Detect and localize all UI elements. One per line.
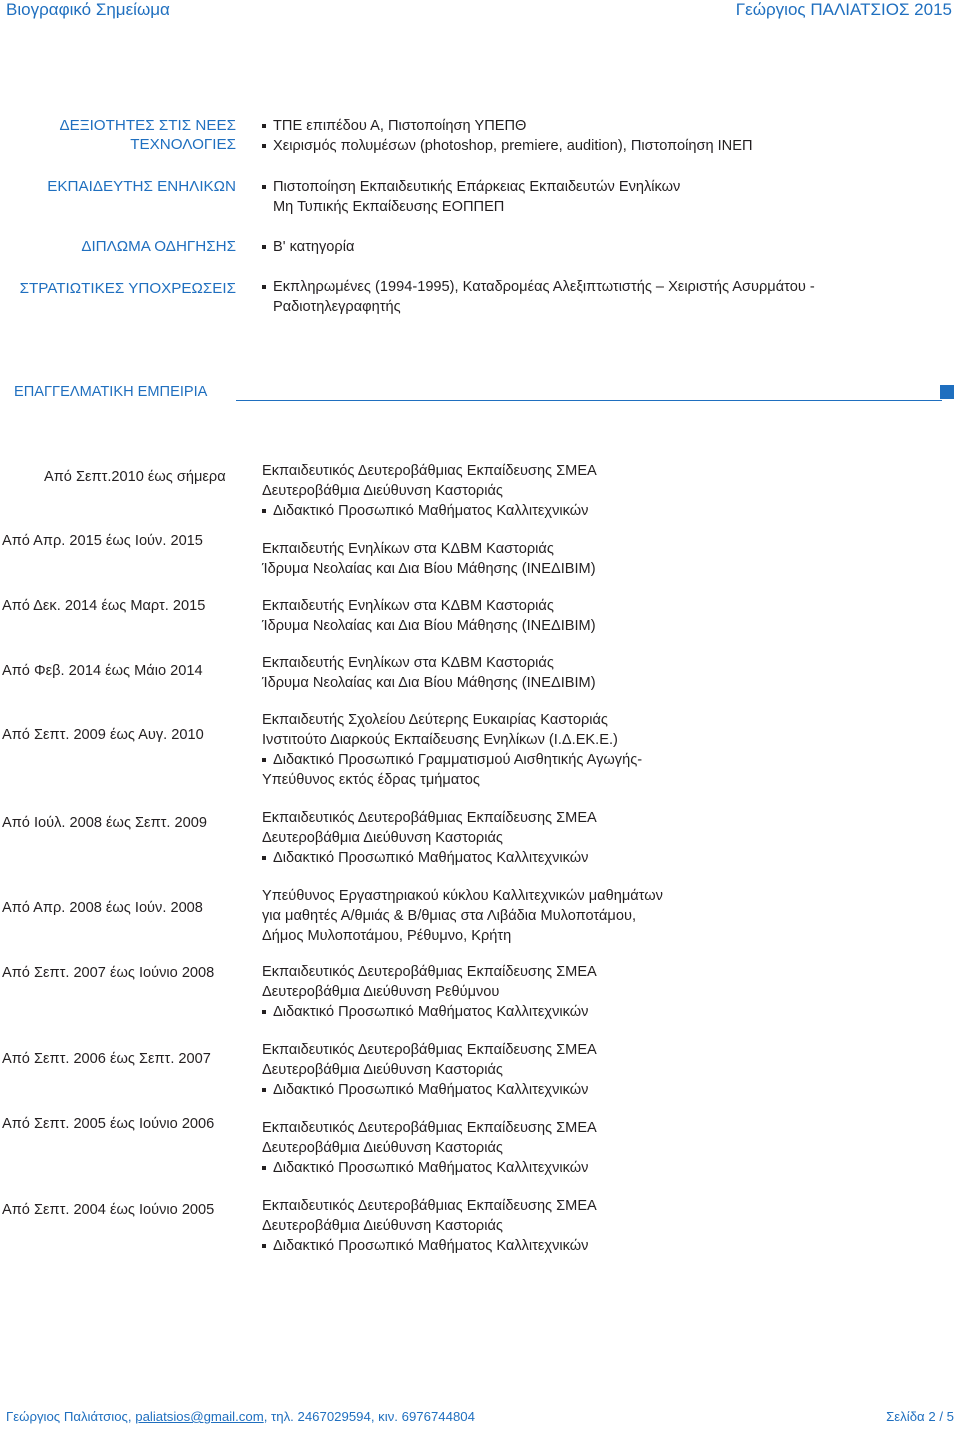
bullet-icon: [262, 185, 266, 189]
list-item: Διδακτικό Προσωπικό Μαθήματος Καλλιτεχνικών: [262, 501, 597, 521]
experience-date: Από Σεπτ. 2005 έως Ιούνιο 2006: [2, 1116, 215, 1132]
footer-name: Γεώργιος Παλιάτσιος,: [6, 1409, 132, 1424]
footer-contact: [6, 1409, 475, 1424]
page-number: Σελίδα 2 / 5: [886, 1409, 954, 1424]
experience-details: [262, 1040, 597, 1100]
experience-date: Από Σεπτ. 2006 έως Σεπτ. 2007: [2, 1051, 211, 1067]
skill-items-driving-license: [262, 237, 354, 257]
detail-line: Δευτεροβάθμια Διεύθυνση Καστοριάς: [262, 830, 503, 846]
experience-details: [262, 1118, 597, 1178]
list-item: Διδακτικό Προσωπικό Μαθήματος Καλλιτεχνικών: [262, 1236, 597, 1256]
bullet-icon: [262, 124, 266, 128]
section-marker-icon: [940, 385, 954, 399]
list-item: Διδακτικό Προσωπικό Μαθήματος Καλλιτεχνικών: [262, 848, 597, 868]
experience-date: Από Σεπτ. 2007 έως Ιούνιο 2008: [2, 965, 215, 981]
bullet-icon: [262, 144, 266, 148]
detail-line: για μαθητές Α/θμιάς & Β/θμιας στα Λιβάδια Μυλοποτάμου,: [262, 908, 636, 924]
detail-line: Ινστιτούτο Διαρκούς Εκπαίδευσης Ενηλίκων (Ι.Δ.ΕΚ.Ε.): [262, 732, 618, 748]
detail-line: Δήμος Μυλοποτάμου, Ρέθυμνο, Κρήτη: [262, 928, 512, 944]
detail-line: Εκπαιδευτικός Δευτεροβάθμιας Εκπαίδευσης ΣΜΕΑ: [262, 1042, 597, 1058]
bullet-icon: [262, 1244, 266, 1248]
experience-details: [262, 1196, 597, 1256]
skill-items-adult-educator: Πιστοποίηση Εκπαιδευτικής Επάρκειας Εκπαιδευτών Ενηλίκων Μη Τυπικής Εκπαίδευσης ΕΟΠΠΕΠ: [262, 177, 680, 217]
bullet-icon: [262, 1166, 266, 1170]
detail-line: Δευτεροβάθμια Διεύθυνση Καστοριάς: [262, 1218, 503, 1234]
detail-line: Εκπαιδευτικός Δευτεροβάθμιας Εκπαίδευσης ΣΜΕΑ: [262, 964, 597, 980]
experience-date: Από Δεκ. 2014 έως Μαρτ. 2015: [2, 598, 206, 614]
detail-line: Εκπαιδευτικός Δευτεροβάθμιας Εκπαίδευσης ΣΜΕΑ: [262, 1198, 597, 1214]
experience-details: [262, 808, 597, 868]
bullet-icon: [262, 509, 266, 513]
experience-details: [262, 886, 663, 946]
skill-items-military: Εκπληρωμένες (1994-1995), Καταδρομέας Αλεξιπτωτιστής – Χειριστής Ασυρμάτου - Ραδιοτηλεγραφητής: [262, 277, 815, 317]
bullet-icon: [262, 758, 266, 762]
page-header: [0, 0, 960, 24]
bullet-icon: [262, 285, 266, 289]
detail-line: Εκπαιδευτής Ενηλίκων στα ΚΔΒΜ Καστοριάς: [262, 655, 554, 671]
email-link[interactable]: paliatsios@gmail.com: [135, 1409, 264, 1424]
experience-date: Από Φεβ. 2014 έως Μάιο 2014: [2, 663, 203, 679]
bullet-icon: [262, 245, 266, 249]
section-divider: [236, 400, 942, 401]
detail-line: Εκπαιδευτικός Δευτεροβάθμιας Εκπαίδευσης ΣΜΕΑ: [262, 1120, 597, 1136]
detail-line: Ίδρυμα Νεολαίας και Δια Βίου Μάθησης (ΙΝΕΔΙΒΙΜ): [262, 618, 596, 634]
skill-label-driving-license: ΔΙΠΛΩΜΑ ΟΔΗΓΗΣΗΣ: [81, 238, 236, 255]
bullet-icon: [262, 1088, 266, 1092]
list-item: Διδακτικό Προσωπικό Μαθήματος Καλλιτεχνικών: [262, 1158, 597, 1178]
list-item: ΤΠΕ επιπέδου Α, Πιστοποίηση ΥΠΕΠΘ: [262, 116, 753, 136]
experience-details: [262, 461, 597, 521]
experience-date: Από Σεπτ. 2004 έως Ιούνιο 2005: [2, 1202, 215, 1218]
detail-line: Δευτεροβάθμια Διεύθυνση Καστοριάς: [262, 1140, 503, 1156]
detail-line: Ίδρυμα Νεολαίας και Δια Βίου Μάθησης (ΙΝΕΔΙΒΙΜ): [262, 675, 596, 691]
skill-items-new-technologies: [262, 116, 753, 156]
detail-line: Δευτεροβάθμια Διεύθυνση Καστοριάς: [262, 1062, 503, 1078]
experience-section-title: ΕΠΑΓΓΕΛΜΑΤΙΚΗ ΕΜΠΕΙΡΙΑ: [14, 384, 208, 400]
list-item: Πιστοποίηση Εκπαιδευτικής Επάρκειας Εκπαιδευτών Ενηλίκων: [262, 177, 680, 197]
detail-line: Υπεύθυνος Εργαστηριακού κύκλου Καλλιτεχνικών μαθημάτων: [262, 888, 663, 904]
skill-label-new-technologies: ΔΕΞΙΟΤΗΤΕΣ ΣΤΙΣ ΝΕΕΣ ΤΕΧΝΟΛΟΓΙΕΣ: [59, 117, 236, 153]
author-year: Γεώργιος ΠΑΛΙΑΤΣΙΟΣ 2015: [735, 0, 952, 19]
bullet-icon: [262, 856, 266, 860]
footer-phones: , τηλ. 2467029594, κιν. 6976744804: [263, 1409, 475, 1424]
list-item: Διδακτικό Προσωπικό Μαθήματος Καλλιτεχνικών: [262, 1002, 597, 1022]
detail-line: Δευτεροβάθμια Διεύθυνση Ρεθύμνου: [262, 984, 500, 1000]
skill-label-military: ΣΤΡΑΤΙΩΤΙΚΕΣ ΥΠΟΧΡΕΩΣΕΙΣ: [19, 280, 236, 297]
detail-line: Υπεύθυνος εκτός έδρας τμήματος: [262, 772, 480, 788]
list-item: Χειρισμός πολυμέσων (photoshop, premiere, audition), Πιστοποίηση ΙΝΕΠ: [262, 136, 753, 156]
experience-date: Από Απρ. 2008 έως Ιούν. 2008: [2, 900, 203, 916]
detail-line: Εκπαιδευτικός Δευτεροβάθμιας Εκπαίδευσης ΣΜΕΑ: [262, 810, 597, 826]
detail-line: Εκπαιδευτής Ενηλίκων στα ΚΔΒΜ Καστοριάς: [262, 598, 554, 614]
experience-date: Από Σεπτ. 2009 έως Αυγ. 2010: [2, 727, 204, 743]
bullet-icon: [262, 1010, 266, 1014]
experience-details: [262, 710, 642, 790]
detail-line: Εκπαιδευτής Σχολείου Δεύτερης Ευκαιρίας Καστοριάς: [262, 712, 608, 728]
document-title: Βιογραφικό Σημείωμα: [6, 0, 170, 19]
experience-details: [262, 539, 596, 579]
list-item: Διδακτικό Προσωπικό Μαθήματος Καλλιτεχνικών: [262, 1080, 597, 1100]
skill-label-adult-educator: ΕΚΠΑΙΔΕΥΤΗΣ ΕΝΗΛΙΚΩΝ: [47, 178, 236, 195]
detail-line: Εκπαιδευτής Ενηλίκων στα ΚΔΒΜ Καστοριάς: [262, 541, 554, 557]
detail-line: Ίδρυμα Νεολαίας και Δια Βίου Μάθησης (ΙΝΕΔΙΒΙΜ): [262, 561, 596, 577]
experience-date: Από Απρ. 2015 έως Ιούν. 2015: [2, 533, 203, 549]
experience-details: [262, 653, 596, 693]
experience-details: [262, 962, 597, 1022]
experience-date: Από Σεπτ.2010 έως σήμερα: [44, 469, 226, 485]
detail-line: Εκπαιδευτικός Δευτεροβάθμιας Εκπαίδευσης ΣΜΕΑ: [262, 463, 597, 479]
detail-line: Δευτεροβάθμια Διεύθυνση Καστοριάς: [262, 483, 503, 499]
list-item: Εκπληρωμένες (1994-1995), Καταδρομέας Αλεξιπτωτιστής – Χειριστής Ασυρμάτου -: [262, 277, 815, 297]
experience-date: Από Ιούλ. 2008 έως Σεπτ. 2009: [2, 815, 207, 831]
list-item: Διδακτικό Προσωπικό Γραμματισμού Αισθητικής Αγωγής-: [262, 750, 642, 770]
list-item: Β' κατηγορία: [262, 237, 354, 257]
experience-details: [262, 596, 596, 636]
